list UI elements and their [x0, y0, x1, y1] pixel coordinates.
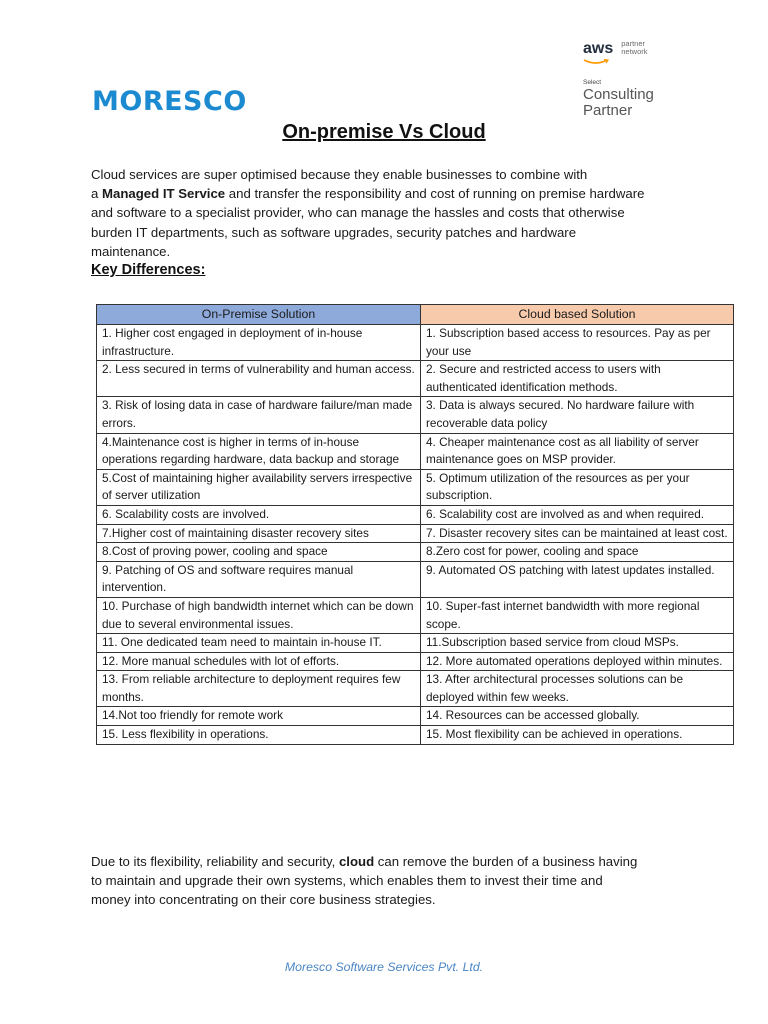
table-row — [97, 361, 734, 397]
page-title: On-premise Vs Cloud — [282, 121, 486, 143]
table-row — [97, 397, 734, 433]
outro-line1-rest: can remove the burden of a business having — [374, 854, 638, 869]
table-row — [97, 671, 734, 707]
cloud-cell: 10. Super-fast internet bandwidth with more regional scope. — [421, 597, 734, 633]
cloud-cell: 9. Automated OS patching with latest updates installed. — [421, 561, 734, 597]
cloud-cell: 2. Secure and restricted access to users with authenticated identification methods. — [421, 361, 734, 397]
on-premise-cell: 10. Purchase of high bandwidth internet which can be down due to several environmental issues. — [97, 597, 421, 633]
aws-smile-icon — [583, 59, 609, 65]
managed-it-service-text: Managed IT Service — [102, 186, 226, 202]
table-row — [97, 652, 734, 671]
aws-consulting-line1: Consulting — [583, 86, 654, 103]
table-row — [97, 543, 734, 562]
table-row — [97, 634, 734, 653]
cloud-bold-text: cloud — [338, 854, 375, 869]
intro-line: and software to a specialist provider, who can manage the hassles and costs that otherwise — [91, 205, 625, 221]
on-premise-cell: 3. Risk of losing data in case of hardware failure/man made errors. — [97, 397, 421, 433]
on-premise-cell: 14.Not too friendly for remote work — [97, 707, 421, 726]
aws-select-label: Select — [583, 79, 602, 86]
on-premise-cell: 12. More manual schedules with lot of efforts. — [97, 652, 421, 671]
on-premise-cell: 4.Maintenance cost is higher in terms of in-house operations regarding hardware, data backup and storage — [97, 433, 421, 469]
comparison-table — [96, 304, 734, 745]
on-premise-cell: 1. Higher cost engaged in deployment of in-house infrastructure. — [97, 325, 421, 361]
cloud-cell: 12. More automated operations deployed within minutes. — [421, 652, 734, 671]
cloud-cell: 6. Scalability cost are involved as and when required. — [421, 505, 734, 524]
cloud-cell: 14. Resources can be accessed globally. — [421, 707, 734, 726]
key-differences-heading: Key Differences: — [91, 262, 206, 278]
intro-line2-prefix: a — [91, 186, 102, 202]
aws-consulting-line2: Partner — [583, 102, 633, 119]
table-row — [97, 707, 734, 726]
footer-company-name: Moresco Software Services Pvt. Ltd. — [284, 960, 484, 974]
intro-line: burden IT departments, such as software upgrades, security patches and hardware — [91, 224, 577, 240]
cloud-cell: 3. Data is always secured. No hardware failure with recoverable data policy — [421, 397, 734, 433]
table-row — [97, 469, 734, 505]
intro-line2-rest: and transfer the responsibility and cost of running on premise hardware — [225, 186, 645, 202]
table-row — [97, 325, 734, 361]
cloud-cell: 13. After architectural processes solutions can be deployed within few weeks. — [421, 671, 734, 707]
on-premise-cell: 7.Higher cost of maintaining disaster recovery sites — [97, 524, 421, 543]
on-premise-cell: 15. Less flexibility in operations. — [97, 726, 421, 745]
on-premise-cell: 11. One dedicated team need to maintain in-house IT. — [97, 634, 421, 653]
cloud-cell: 11.Subscription based service from cloud MSPs. — [421, 634, 734, 653]
intro-paragraph — [91, 165, 681, 261]
intro-line: Cloud services are super optimised because they enable businesses to combine with — [91, 167, 588, 182]
header-cloud: Cloud based Solution — [421, 305, 734, 325]
aws-partner-line2: network — [621, 47, 648, 56]
on-premise-cell: 6. Scalability costs are involved. — [97, 505, 421, 524]
table-row — [97, 561, 734, 597]
outro-line: money into concentrating on their core business strategies. — [91, 892, 436, 908]
cloud-cell: 4. Cheaper maintenance cost as all liability of server maintenance goes on MSP provider. — [421, 433, 734, 469]
aws-partner-line1: partner — [621, 39, 646, 48]
table-row — [97, 597, 734, 633]
table-header-row — [97, 305, 734, 325]
table-row — [97, 726, 734, 745]
cloud-cell: 5. Optimum utilization of the resources as per your subscription. — [421, 469, 734, 505]
moresco-logo: MORESCO — [92, 86, 247, 117]
intro-line — [91, 184, 681, 203]
table-row — [97, 524, 734, 543]
cloud-cell: 8.Zero cost for power, cooling and space — [421, 543, 734, 562]
closing-paragraph — [91, 852, 681, 910]
on-premise-cell: 9. Patching of OS and software requires manual intervention. — [97, 561, 421, 597]
on-premise-cell: 13. From reliable architecture to deployment requires few months. — [97, 671, 421, 707]
intro-line: maintenance. — [91, 243, 171, 259]
outro-line: to maintain and upgrade their own systems, which enables them to invest their time and — [91, 873, 603, 889]
cloud-cell: 1. Subscription based access to resources. Pay as per your use — [421, 325, 734, 361]
aws-logo-word: aws — [583, 40, 614, 57]
cloud-cell: 7. Disaster recovery sites can be maintained at least cost. — [421, 524, 734, 543]
header-on-premise: On-Premise Solution — [97, 305, 421, 325]
on-premise-cell: 2. Less secured in terms of vulnerability and human access. — [97, 361, 421, 397]
outro-line — [91, 852, 681, 871]
on-premise-cell: 5.Cost of maintaining higher availability servers irrespective of server utilization — [97, 469, 421, 505]
table-row — [97, 505, 734, 524]
on-premise-cell: 8.Cost of proving power, cooling and space — [97, 543, 421, 562]
aws-partner-badge — [583, 40, 693, 119]
table-row — [97, 433, 734, 469]
aws-partner-network-text — [621, 40, 647, 56]
cloud-cell: 15. Most flexibility can be achieved in operations. — [421, 726, 734, 745]
outro-line1-prefix: Due to its flexibility, reliability and security, — [91, 854, 339, 869]
